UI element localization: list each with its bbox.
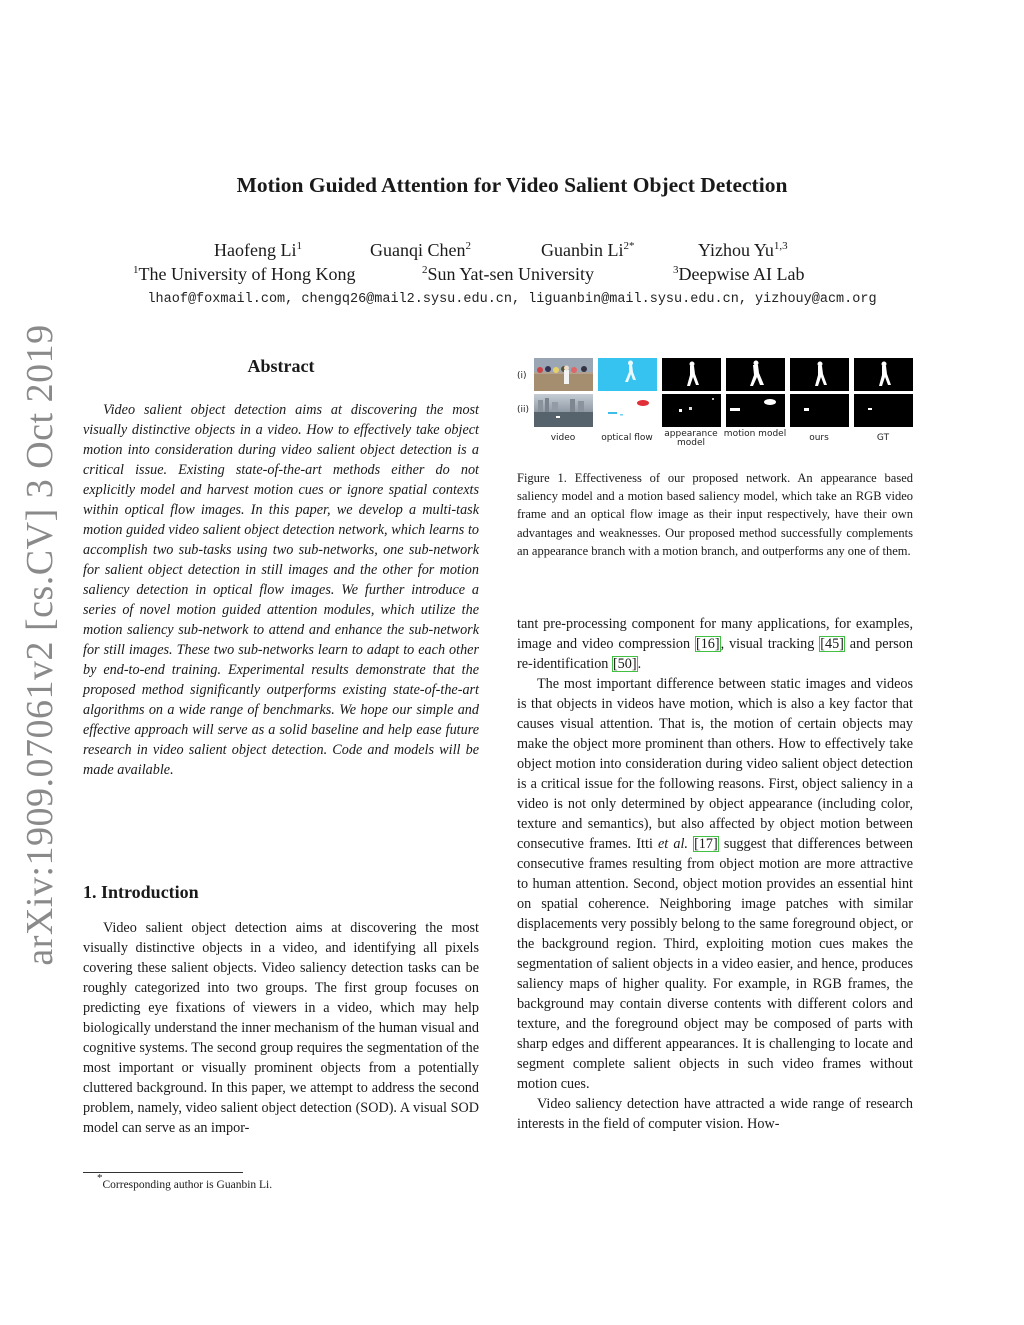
figure-1-caption: Figure 1. Effectiveness of our proposed network. An appearance based saliency model and a motion based saliency model, which take an RGB video frame and an optical flow image as their input respectively, have their own advantages and weaknesses. Our proposed method successfully complements an appearance branch with a motion branch, and outperforms any one of them. — [517, 471, 913, 558]
affiliation-2-name: Sun Yat-sen University — [427, 264, 595, 284]
gt-ii — [854, 394, 913, 427]
p1-text-d: . — [637, 656, 642, 672]
col-label-appearance-model: appearance model — [664, 429, 718, 448]
row-label-ii: (ii) — [517, 405, 530, 415]
crowd-scene-image — [534, 358, 593, 391]
appearance-mask — [662, 358, 721, 391]
author-2-name: Guanqi Chen — [370, 240, 466, 260]
footnote-divider — [83, 1172, 243, 1173]
author-4-sup: 1,3 — [773, 240, 788, 252]
motion-model-i — [726, 358, 785, 391]
col-label-ours: ours — [809, 433, 829, 443]
appearance-model-i — [662, 358, 721, 391]
affiliation-2 — [422, 264, 594, 285]
row-label-i: (i) — [517, 371, 527, 381]
citation-50-link[interactable]: [50] — [612, 656, 637, 672]
author-3 — [541, 240, 635, 261]
author-3-sup: 2* — [623, 240, 635, 252]
col-label-gt: GT — [876, 433, 890, 443]
author-emails: lhaof@foxmail.com, chengq26@mail2.sysu.edu.cn, liguanbin@mail.sysu.edu.cn, yizhouy@acm.org — [147, 292, 877, 307]
appearance-model-ii — [662, 394, 721, 427]
figure-1 — [512, 354, 917, 454]
affiliation-3-name: Deepwise AI Lab — [678, 264, 805, 284]
p1-text-c: and person re-identification — [517, 636, 913, 672]
p1-text-b: , visual tracking — [720, 636, 820, 652]
p2-text-a: The most important difference between static images and videos is that objects in videos have motion, which is also a key factor that causes visual attention. That is, the motion of certain objects may make the object more prominent than others. How to effectively take object motion into consideration during video salient object detection is a critical issue for the following reasons. First, object saliency in a video is not only determined by object appearance (including color, texture and semantics), but also affected by object motion between consecutive frames. Itti — [517, 676, 913, 852]
paragraph-3: Video saliency detection have attracted a wide range of research interests in the field of computer vision. How- — [517, 1096, 913, 1132]
et-al: et al. — [658, 836, 688, 852]
author-1-name: Haofeng Li — [214, 240, 297, 260]
author-4 — [698, 240, 788, 261]
paragraph-2 — [517, 674, 913, 1094]
author-1-sup: 1 — [296, 240, 302, 252]
gt-mask — [854, 358, 913, 391]
optical-flow-image-ii — [598, 394, 657, 427]
paragraph-1 — [517, 614, 913, 674]
gt-mask-ii — [854, 394, 913, 427]
abstract-heading: Abstract — [247, 356, 315, 376]
paper-title: Motion Guided Attention for Video Salient Object Detection — [236, 173, 788, 197]
arxiv-identifier: arXiv:1909.07061v2 [cs.CV] 3 Oct 2019 — [19, 324, 61, 966]
affiliation-1-sup: 1 — [133, 264, 139, 276]
affiliation-1 — [133, 264, 355, 285]
video-frame-i — [534, 358, 593, 391]
appearance-mask-ii — [662, 394, 721, 427]
p2-text-b: suggest that differences between consecutive frames resulting from object motion are more attractive to human attention. Second, object motion provides an essential hint on spatial coherence. Neighboring image patches with similar displacements very possibly belong to the same foreground object, or the background region. Third, exploiting motion cues makes the segmentation of salient objects in a video easier, and hence, produces saliency maps of higher quality. For example, in RGB frames, the background may contain diverse contents with different colors and texture, and the foreground object may be composed of parts with sharp edges and different appearances. It is challenging to locate and segment complete salient objects in such video frames without motion cues. — [517, 836, 914, 1092]
author-2 — [370, 240, 471, 261]
optical-flow-ii — [598, 394, 657, 427]
introduction-heading: 1. Introduction — [83, 882, 199, 902]
author-2-sup: 2 — [465, 240, 471, 252]
gt-i — [854, 358, 913, 391]
footnote-mark: * — [97, 1172, 103, 1184]
author-1 — [214, 240, 302, 261]
col-label-optical-flow: optical flow — [601, 433, 653, 443]
ours-mask-ii — [790, 394, 849, 427]
abstract-text: Video salient object detection aims at discovering the most visually distinctive objects in a video. How to effectively take object motion into consideration during video salient object detection is a critical issue. Existing state-of-the-art methods either do not explicitly model and harvest motion cues or ignore spatial contexts within optical flow images. In this paper, we develop a multi-task motion guided video salient object detection network, which learns to accomplish two sub-tasks using two sub-networks, one sub-network for salient object detection in still images and the other for motion saliency detection in optical flow images. We further introduce a series of novel motion guided attention modules, which utilize the motion saliency sub-network to attend and enhance the sub-network for still images. These two sub-networks learn to adapt to each other by end-to-end training. Experimental results demonstrate that the proposed method significantly outperforms existing state-of-the-art algorithms on a wide range of benchmarks. We hope our simple and effective approach will serve as a solid baseline and help ease future research in video salient object detection. Code and models will be made available. — [83, 402, 479, 778]
ours-ii — [790, 394, 849, 427]
p1-text-a: tant pre-processing component for many applications, for examples, image and video compression — [517, 616, 913, 652]
motion-model-ii — [726, 394, 785, 427]
citation-16-link[interactable]: [16] — [695, 636, 720, 652]
motion-mask-ii — [726, 394, 785, 427]
motion-mask — [726, 358, 785, 391]
city-river-image — [534, 394, 593, 427]
introduction-left-text: Video salient object detection aims at discovering the most visually distinctive objects in a video, and identifying all pixels covering these salient objects. Video saliency detection tasks can be roughly categorized into two groups. The first group focuses on predicting eye fixations of viewers in a video, which may help biologically understand the inner mechanism of the human visual and cognitive systems. The second group requires the segmentation of the most important or visually prominent objects from a potentially cluttered background. In this paper, we attempt to address the second problem, namely, video salient object detection (SOD). A visual SOD model can serve as an impor- — [83, 920, 479, 1136]
col-label-motion-model: motion model — [723, 429, 787, 439]
introduction-right-text — [517, 614, 913, 1134]
col-label-video: video — [550, 433, 576, 443]
ours-i — [790, 358, 849, 391]
citation-17-link[interactable]: [17] — [694, 836, 718, 852]
affiliation-3 — [673, 264, 804, 285]
affiliation-1-name: The University of Hong Kong — [138, 264, 356, 284]
citation-45-link[interactable]: [45] — [820, 636, 844, 652]
optical-flow-i — [598, 358, 657, 391]
author-3-name: Guanbin Li — [541, 240, 624, 260]
optical-flow-image — [598, 358, 657, 391]
ours-mask — [790, 358, 849, 391]
author-4-name: Yizhou Yu — [698, 240, 774, 260]
footnote — [97, 1172, 273, 1191]
affiliation-3-sup: 3 — [673, 264, 679, 276]
affiliation-2-sup: 2 — [422, 264, 428, 276]
footnote-text: Corresponding author is Guanbin Li. — [102, 1179, 273, 1191]
video-frame-ii — [534, 394, 593, 427]
